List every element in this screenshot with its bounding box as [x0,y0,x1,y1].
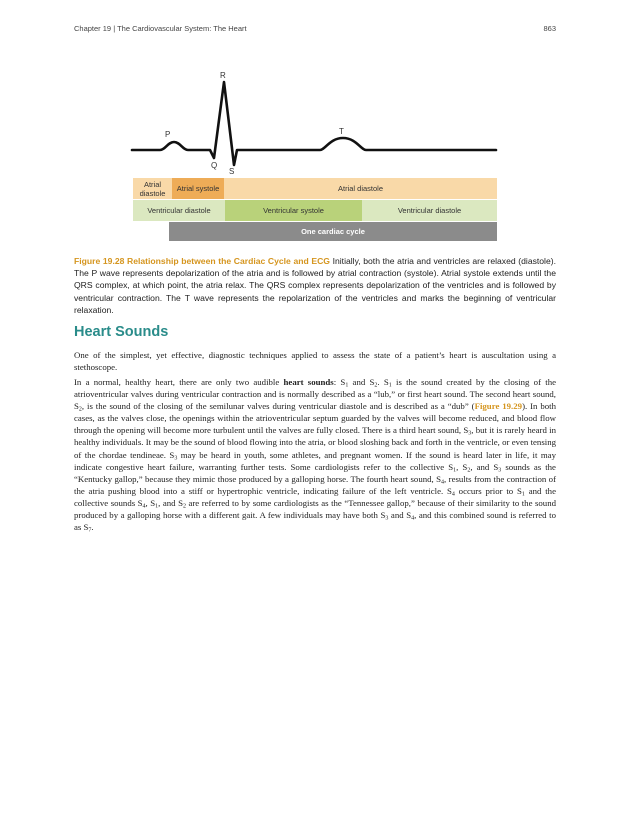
ventricular-systole-bar: Ventricular systole [225,200,362,221]
atrial-diastole-long-bar: Atrial diastole [224,178,497,199]
s-wave-label: S [229,167,235,176]
r-wave-label: R [220,71,226,80]
atrial-systole-bar: Atrial systole [172,178,224,199]
ventricular-diastole-left-bar: Ventricular diastole [133,200,225,221]
cardiac-cycle-bar: One cardiac cycle [169,222,497,241]
page-number: 863 [543,24,556,33]
ventricular-diastole-right-bar: Ventricular diastole [362,200,497,221]
q-wave-label: Q [211,161,218,170]
body-paragraph-1: One of the simplest, yet effective, diagnostic techniques applied to assess the state of a patient’s heart is auscultation using a stethoscope. [74,350,556,373]
key-term-heart-sounds: heart sounds [283,377,334,387]
caption-text: Initially, both the atria and ventricles are relaxed (diastole). The P wave represents depolarization of the atria and is followed by atrial contraction (systole). Atrial systole extends until the QRS complex, at which point, the atria relax. The QRS complex represents depolarization of the ventricles and is followed by ventricular contraction. The T wave represents the repolarization of the ventricles and marks the beginning of ventricular relaxation. [74,256,556,315]
atrial-diastole-short-bar: Atrial diastole [133,178,172,199]
figure-19-29-link[interactable]: Figure 19.29 [474,401,523,412]
figure-caption [74,255,556,316]
ecg-figure [130,70,500,245]
p-wave-label: P [165,130,171,139]
body-paragraph-2: In a normal, healthy heart, there are only two audible heart sounds: $S_1$ and $S_2$. $S_1$ is the sound created by the closing of the atrioventricular valves during ventricular contraction and is normally described as a “lub,” or first heart sound. The second heart sound, $S_2$, is the sound of the closing of the semilunar valves during ventricular diastole and is described as a “dub” (Figure 19.29). In both cases, as the valves close, the openings within the atrioventricular septum guarded by the valves will become reduced, and blood flow through the opening will become more turbulent until the valves are fully closed. There is a third heart sound, $S_3$, but it is rarely heard in healthy individuals. It may be the sound of blood flowing into the atria, or blood sloshing back and forth in the ventricle, or even tensing of the chordae tendineae. $S_3$ may be heard in youth, some athletes, and pregnant women. If the sound is heard later in life, it may indicate congestive heart failure, warranting further tests. Some cardiologists refer to the collective $S_1$, $S_2$, and $S_3$ sounds as the “Kentucky gallop,” because they mimic those produced by a galloping horse. The fourth heart sound, $S_4$, results from the contraction of the atria pushing blood into a stiff or hypertrophic ventricle, indicating failure of the left ventricle. $S_4$ occurs prior to $S_1$ and the collective sounds $S_4$, $S_1$, and $S_2$ are referred to by some cardiologists as the “Tennessee gallop,” because of their similarity to the sound produced by a galloping horse with a different gait. A few individuals may have both $S_3$ and $S_4$, and this combined sound is referred to as $S_7$. [74,377,556,534]
caption-title: Figure 19.28 Relationship between the Cardiac Cycle and ECG [74,256,330,266]
chapter-title: Chapter 19 | The Cardiovascular System: The Heart [74,24,247,33]
ecg-waveform [130,70,500,180]
t-wave-label: T [339,127,344,136]
section-heading: Heart Sounds [74,324,169,340]
ecg-trace [132,82,496,165]
